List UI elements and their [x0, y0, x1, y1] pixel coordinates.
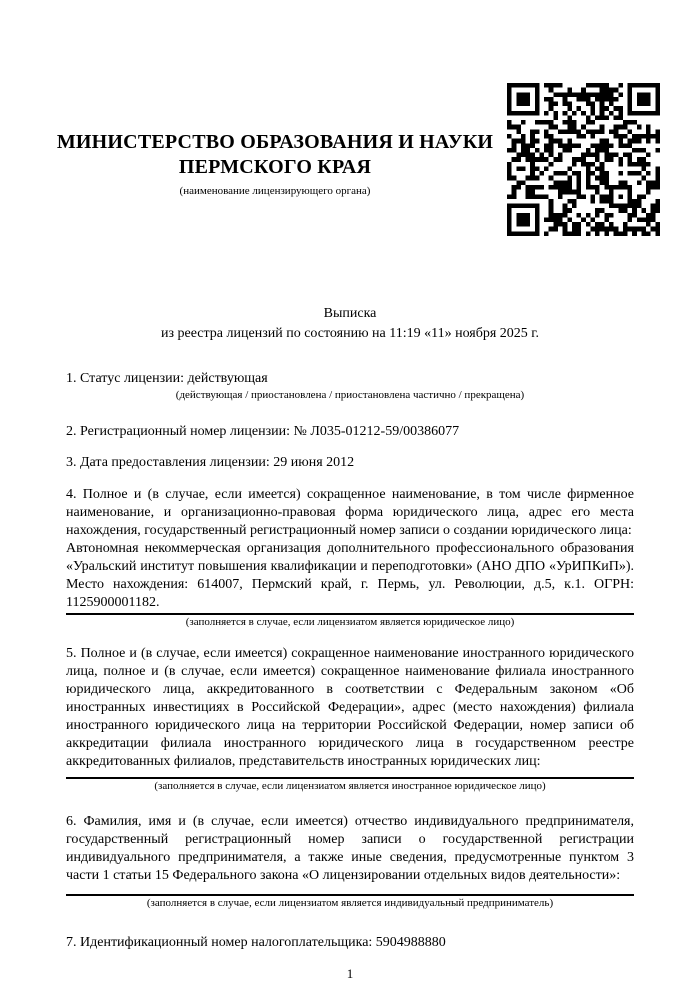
entrepreneur-rule — [66, 894, 634, 896]
section-foreign-entity — [66, 645, 634, 793]
entrepreneur-label: 6. Фамилия, имя и (в случае, если имеется) отчество индивидуального предпринимателя, государственный регистрационный номер записи о государственной регистрации индивидуального предпринимателя, а также иные сведения, предусмотренные пунктом 3 части 1 статьи 15 Федерального закона «О лицензировании отдельных видов деятельности»: — [66, 814, 634, 883]
legal-entity-label: 4. Полное и (в случае, если имеется) сокращенное наименование, в том числе фирменное наименование, и организационно-правовая форма юридического лица, адрес его места нахождения, государственный регистрационный номер записи о создании юридического лица: — [66, 487, 634, 538]
grant-date-text: 3. Дата предоставления лицензии: 29 июня 2012 — [66, 455, 355, 470]
legal-entity-caption: (заполняется в случае, если лицензиатом является юридическое лицо) — [185, 616, 515, 628]
ministry-name — [55, 130, 495, 180]
taxpayer-number-text: 7. Идентификационный номер налогоплательщика: 5904988880 — [66, 935, 446, 950]
section-license-status — [66, 370, 634, 402]
section-legal-entity — [66, 486, 634, 629]
document-title-line1: Выписка — [323, 306, 377, 321]
ministry-name-line1: МИНИСТЕРСТВО ОБРАЗОВАНИЯ И НАУКИ — [56, 131, 494, 153]
registration-number-text: 2. Регистрационный номер лицензии: № Л035-01212-59/00386077 — [66, 424, 460, 439]
foreign-entity-rule — [66, 777, 634, 779]
license-status-caption: (действующая / приостановлена / приостановлена частично / прекращена) — [175, 389, 525, 401]
ministry-name-caption: (наименование лицензирующего органа) — [179, 185, 371, 197]
foreign-entity-caption: (заполняется в случае, если лицензиатом является иностранное юридическое лицо) — [154, 780, 546, 792]
document-title — [66, 304, 634, 344]
document-title-line2: из реестра лицензий по состоянию на 11:19 «11» ноября 2025 г. — [161, 326, 539, 341]
page-number: 1 — [346, 966, 354, 981]
document-body — [66, 370, 634, 952]
qr-code-svg — [507, 83, 660, 236]
license-status-text: 1. Статус лицензии: действующая — [66, 371, 268, 386]
ministry-name-line2: ПЕРМСКОГО КРАЯ — [178, 156, 372, 178]
qr-code-icon — [507, 83, 660, 236]
legal-entity-value: Автономная некоммерческая организация дополнительного профессионального образования «Уральский институт повышения квалификации и переподготовки» (АНО ДПО «УрИПКиП»). Место нахождения: 614007, Пермский край, г. Пермь, ул. Революции, д.5, к.1. ОГРН: 1125900001182. — [66, 541, 634, 610]
section-grant-date — [66, 454, 634, 472]
entrepreneur-caption: (заполняется в случае, если лицензиатом является индивидуальный предприниматель) — [146, 897, 554, 909]
section-entrepreneur — [66, 813, 634, 910]
section-registration-number — [66, 423, 634, 441]
section-taxpayer-number — [66, 934, 634, 952]
foreign-entity-label: 5. Полное и (в случае, если имеется) сокращенное наименование иностранного юридического лица, полное и (в случае, если имеется) сокращенное наименование филиала иностранного юридического лица, аккредитованного в соответствии с Федеральным законом «Об иностранных инвестициях в Российской Федерации», адрес (место нахождения) филиала иностранного юридического лица на территории Российской Федерации, номер записи об аккредитации филиала иностранного юридического лица в государственном реестре аккредитованных филиалов, представительств иностранных юридических лиц: — [66, 646, 634, 769]
licensing-authority-header — [55, 0, 495, 198]
legal-entity-rule — [66, 613, 634, 615]
